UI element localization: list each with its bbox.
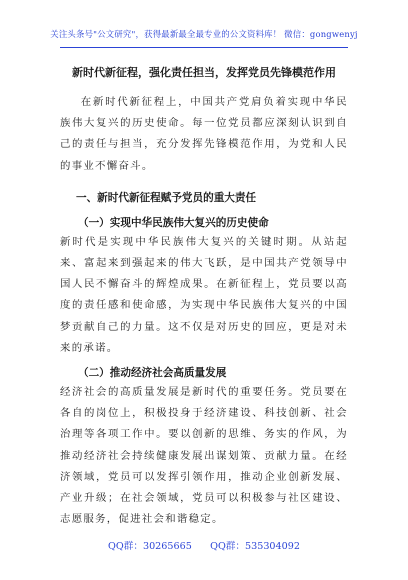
header-notice: 关注头条号"公文研究"，获得最新最全最专业的公文资料库！ 微信：gongwenyj: [50, 29, 358, 39]
subsection-1-heading: （一）实现中华民族伟大复兴的历史使命: [78, 216, 269, 229]
footer-contacts: QQ群：30265665 QQ群：535304092: [108, 541, 300, 552]
intro-paragraph: 在新时代新征程上，中国共产党肩负着实现中华民族伟大复兴的历史使命。每一位党员都应深刻认识到自己的责任与担当，充分发挥先锋模范作用，为党和人民的事业不懈奋斗。: [60, 96, 348, 172]
subsection-1-paragraph: 新时代是实现中华民族伟大复兴的关键时期。从站起来、富起来到强起来的伟大飞跃，是中国共产党领导中国人民不懈奋斗的辉煌成果。在新征程上，党员要以高度的责任感和使命感，为实现中华民族伟大复兴的中国梦贡献自己的力量。这不仅是对历史的回应，更是对未来的承诺。: [60, 235, 348, 354]
document-title: 新时代新征程，强化责任担当，发挥党员先锋模范作用: [72, 66, 336, 79]
subsection-2-paragraph: 经济社会的高质量发展是新时代的重要任务。党员要在各自的岗位上，积极投身于经济建设、科技创新、社会治理等各项工作中。要以创新的思维、务实的作风，为推动经济社会持续健康发展出谋划策、贡献力量。在经济领域，党员可以发挥引领作用，推动企业创新发展、产业升级；在社会领域，党员可以积极参与社区建设、志愿服务，促进社会和谐稳定。: [60, 386, 348, 526]
subsection-2-heading: （二）推动经济社会高质量发展: [78, 367, 227, 380]
header-divider: [60, 47, 348, 48]
document-body: [60, 64, 348, 530]
section-1-heading: 一、新时代新征程赋予党员的重大责任: [76, 191, 257, 204]
